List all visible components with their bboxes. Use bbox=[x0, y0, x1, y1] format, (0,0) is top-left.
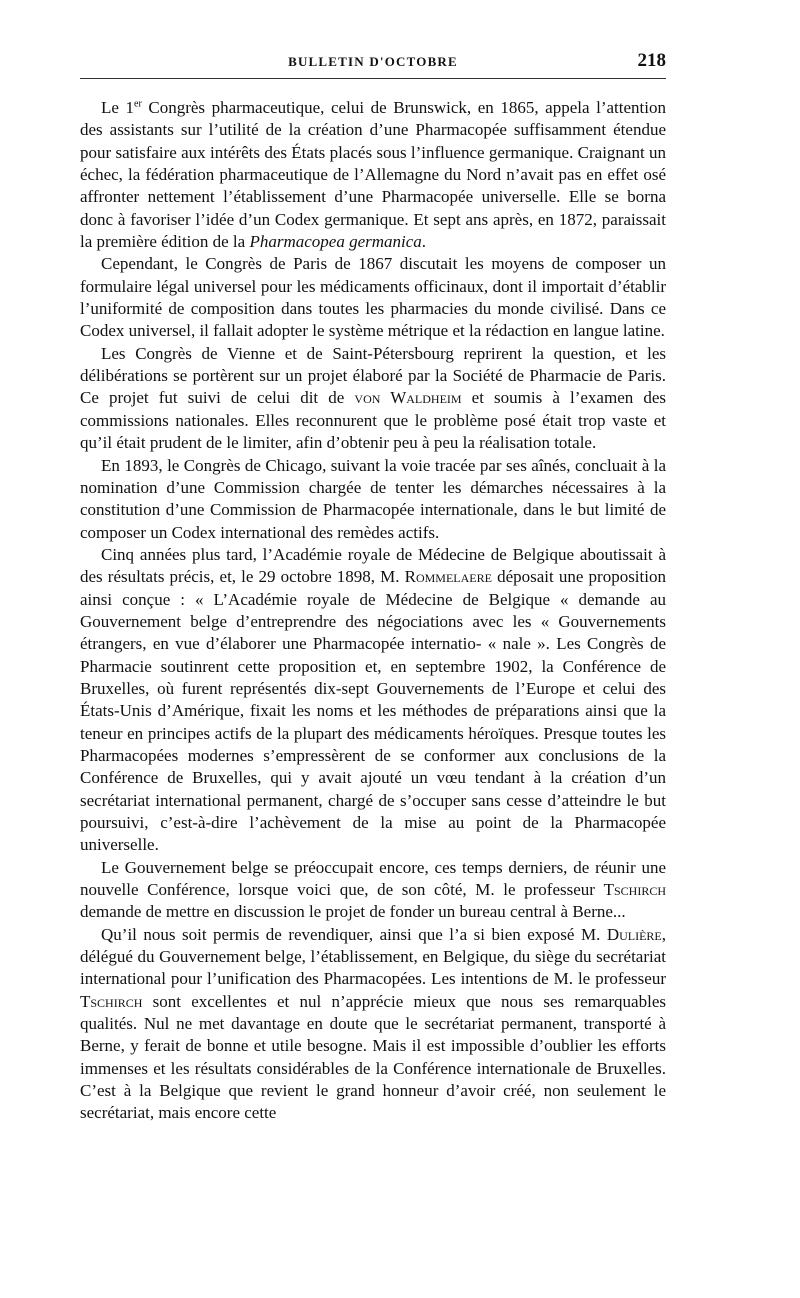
paragraph-2: Cependant, le Congrès de Paris de 1867 discutait les moyens de composer un formulaire légal universel pour les médicaments officinaux, dont il importait d’établir l’uniformité de composition dans toutes les pharmacies du monde civilisé. Dans ce Codex universel, il fallait adopter le système métrique et la rédaction en langue latine. bbox=[80, 254, 666, 341]
person-name: Rommelaere bbox=[404, 567, 492, 587]
text-run: Qu’il nous soit permis de revendiquer, ainsi que l’a si bien exposé M. bbox=[101, 924, 607, 944]
text-run: Les Congrès de Vienne et de Saint-Pétersbourg reprirent la question, et les délibérations se portèrent sur un projet élaboré par la Société de Pharmacie de Paris. Ce projet fut suivi de celui dit de bbox=[80, 343, 666, 408]
text-run: Congrès pharmaceutique, celui de Brunswick, en 1865, appela l’attention des assistants sur l’utilité de la création d’une Pharmacopée suffisamment étendue pour satisfaire aux intérêts des États placés sous l’influence germanique. Craignant un échec, la fédération pharmaceutique de l’Allemagne du Nord n’avait pas en effet osé affronter nettement l’établissement d’une Pharmacopée universelle. Elle se borna donc à favoriser l’idée d’un Codex germanique. Et sept ans après, en 1872, paraissait la première édition de la bbox=[80, 98, 666, 252]
page-number: 218 bbox=[637, 50, 666, 71]
paragraph-6 bbox=[80, 857, 666, 924]
person-name: von Waldheim bbox=[354, 388, 462, 408]
text-run: déposait une proposition ainsi conçue : « L’Académie royale de Médecine de Belgique « demande au Gouvernement belge d’entreprendre des négociations avec les « Gouvernements étrangers, en vue d’élaborer une Pharmacopée internatio- « nale ». Les Congrès de Pharmacie soutinrent cette proposition et, en septembre 1902, la Conférence de Bruxelles, où furent représentés dix-sept Gouvernements de l’Europe et celui des États-Unis d’Amérique, fixait les noms et les méthodes de préparations ainsi que la teneur en principes actifs de la plupart des médicaments héroïques. Presque toutes les Pharmacopées modernes s’empressèrent de se conformer aux conclusions de la Conférence de Bruxelles, qui y avait ajouté un vœu tendant à la création d’un secrétariat international permanent, chargé de s’occuper sans cesse d’atteindre le but poursuivi, c’est-à-dire l’achèvement de la mise au point de la Pharmacopée universelle. bbox=[80, 567, 666, 855]
body-text bbox=[80, 97, 666, 1125]
text-run: Le Gouvernement belge se préoccupait encore, ces temps derniers, de réunir une nouvelle Conférence, lorsque voici que, de son côté, M. le professeur bbox=[80, 857, 666, 900]
text-run: demande de mettre en discussion le projet de fonder un bureau central à Berne... bbox=[80, 902, 626, 922]
running-title: BULLETIN D'OCTOBRE bbox=[288, 54, 458, 69]
text-run: . bbox=[421, 232, 427, 252]
text-run: et soumis à l’examen des commissions nationales. Elles reconnurent que le problème posé était trop vaste et qu’il était prudent de le limiter, afin d’obtenir peu à peu la réalisation totale. bbox=[80, 388, 666, 453]
paragraph-1 bbox=[80, 97, 666, 253]
header-rule bbox=[80, 78, 666, 79]
text-run: Cinq années plus tard, l’Académie royale de Médecine de Belgique aboutissait à des résultats précis, et, le 29 octobre 1898, M. bbox=[80, 544, 666, 587]
superscript: er bbox=[134, 98, 142, 110]
paragraph-3 bbox=[80, 343, 666, 455]
page-header bbox=[80, 52, 666, 74]
person-name: Tschirch bbox=[80, 991, 143, 1011]
person-name: Tschirch bbox=[603, 880, 666, 900]
paragraph-4: En 1893, le Congrès de Chicago, suivant la voie tracée par ses aînés, concluait à la nomination d’une Commission chargée de tenter les démarches nécessaires à la constitution d’une Commission de Pharmacopée internationale, dans le but limité de composer un Codex international des remèdes actifs. bbox=[80, 455, 666, 542]
paragraph-7 bbox=[80, 924, 666, 1125]
text-run: , délégué du Gouvernement belge, l’établissement, en Belgique, du siège du secrétariat international pour l’unification des Pharmacopées. Les intentions de M. le professeur bbox=[80, 924, 666, 989]
italic-title: Pharmacopea germanica bbox=[249, 232, 422, 252]
text-run: Le 1 bbox=[101, 98, 135, 117]
person-name: Dulière bbox=[606, 924, 662, 944]
paragraph-5 bbox=[80, 544, 666, 857]
text-run: sont excellentes et nul n’apprécie mieux que nous ses remarquables qualités. Nul ne met davantage en doute que le secrétariat permanent, transporté à Berne, y ferait de bonne et utile besogne. Mais il est impossible d’oublier les efforts immenses et les résultats considérables de la Conférence internationale de Bruxelles. C’est à la Belgique que revient le grand honneur d’avoir créé, non seulement le secrétariat, mais encore cette bbox=[80, 991, 666, 1123]
